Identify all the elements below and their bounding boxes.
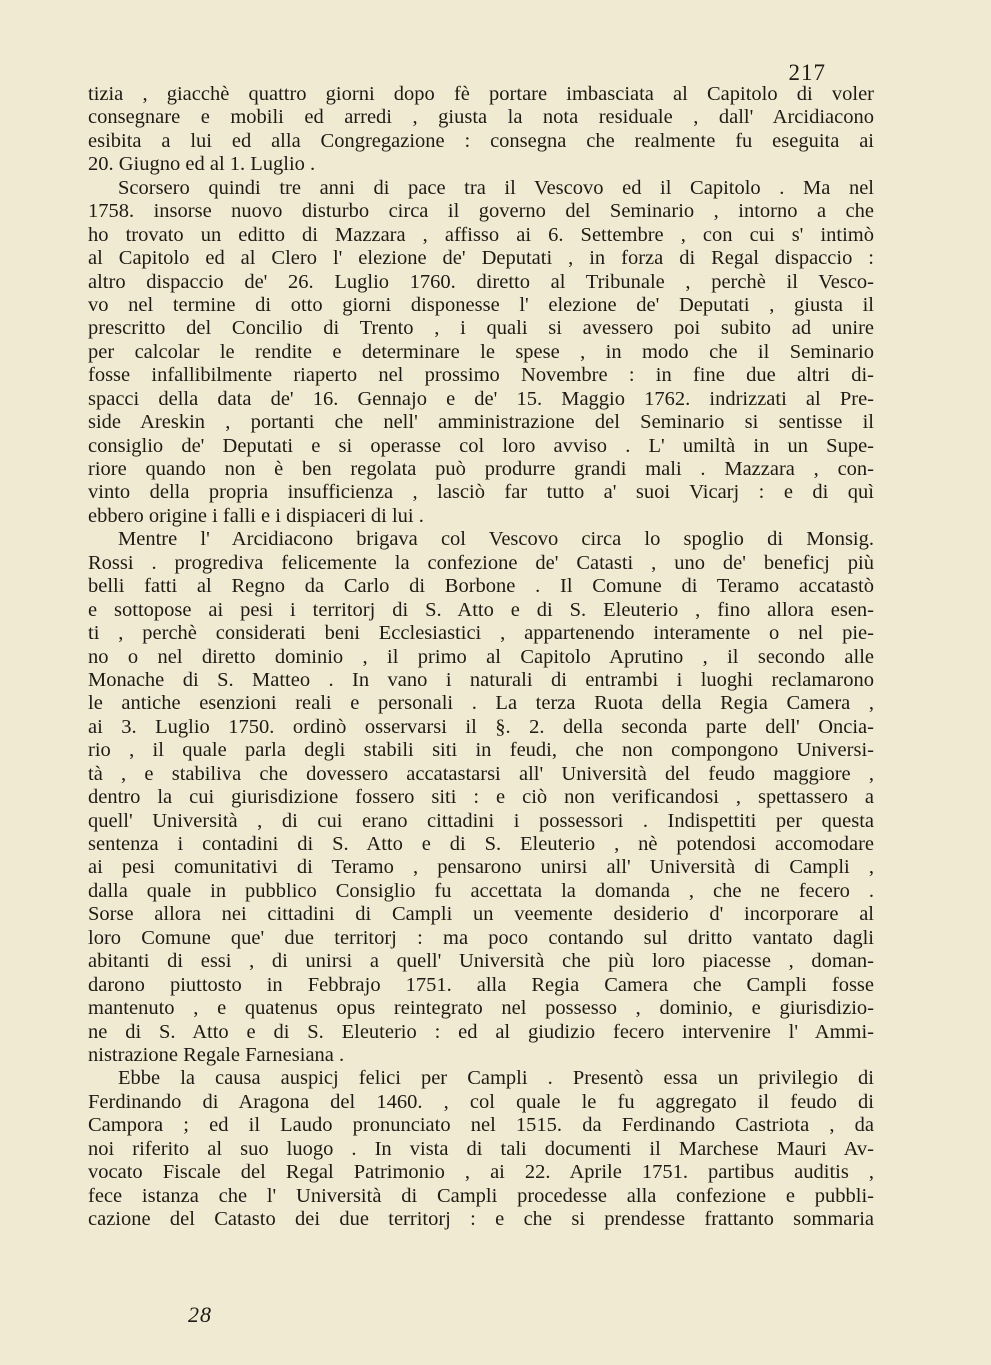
text-line: Ferdinando di Aragona del 1460. , col quale le fu aggregato il feudo di bbox=[88, 1090, 874, 1113]
text-line: belli fatti al Regno da Carlo di Borbone . Il Comune di Teramo accatastò bbox=[88, 575, 874, 598]
text-line: le antiche esenzioni reali e personali . La terza Ruota della Regia Camera , bbox=[88, 692, 874, 715]
text-line: per calcolar le rendite e determinare le spese , in modo che il Seminario bbox=[88, 340, 874, 363]
text-line: consegnare e mobili ed arredi , giusta la nota residuale , dall' Arcidiacono bbox=[88, 106, 874, 129]
text-line: loro Comune que' due territorj : ma poco contando sul dritto vantato dagli bbox=[88, 926, 874, 949]
text-line: side Areskin , portanti che nell' amministrazione del Seminario si sentisse il bbox=[88, 411, 874, 434]
text-line: ti , perchè considerati beni Ecclesiastici , appartenendo interamente o nel pie- bbox=[88, 622, 874, 645]
body-text bbox=[88, 83, 874, 1231]
text-line: nistrazione Regale Farnesiana . bbox=[88, 1043, 345, 1066]
text-line: rio , il quale parla degli stabili siti in feudi, che non compongono Universi- bbox=[88, 739, 874, 762]
text-line: noi riferito al suo luogo . In vista di tali documenti il Marchese Mauri Av- bbox=[88, 1137, 874, 1160]
text-line: dentro la cui giurisdizione fossero siti : e ciò non verificandosi , spettassero a bbox=[88, 786, 874, 809]
text-line: altro dispaccio de' 26. Luglio 1760. diretto al Tribunale , perchè il Vesco- bbox=[88, 270, 874, 293]
text-line: Ebbe la causa auspicj felici per Campli . Presentò essa un privilegio di bbox=[118, 1067, 874, 1090]
text-line: ne di S. Atto e di S. Eleuterio : ed al giudizio fecero intervenire l' Ammi- bbox=[88, 1020, 874, 1043]
text-line: ho trovato un editto di Mazzara , affisso ai 6. Settembre , con cui s' intimò bbox=[88, 223, 874, 246]
text-line: dalla quale in pubblico Consiglio fu accettata la domanda , che ne fecero . bbox=[88, 879, 874, 902]
text-line: prescritto del Concilio di Trento , i quali si avessero poi subito ad unire bbox=[88, 317, 874, 340]
text-line: mantenuto , e quatenus opus reintegrato nel possesso , dominio, e giurisdizio- bbox=[88, 997, 874, 1020]
text-line: consiglio de' Deputati e si operasse col loro avviso . L' umiltà in un Supe- bbox=[88, 434, 874, 457]
text-line: esibita a lui ed alla Congregazione : consegna che realmente fu eseguita ai bbox=[88, 129, 874, 152]
page-number: 217 bbox=[788, 60, 826, 85]
text-line: riore quando non è ben regolata può produrre grandi mali . Mazzara , con- bbox=[88, 458, 874, 480]
text-line: spacci della data de' 16. Gennajo e de' 15. Maggio 1762. indrizzati al Pre- bbox=[88, 387, 874, 410]
book-page bbox=[88, 58, 874, 1348]
text-line: fosse infallibilmente riaperto nel prossimo Novembre : in fine due altri di- bbox=[88, 364, 874, 387]
signature-mark: 28 bbox=[188, 1302, 212, 1327]
text-line: Scorsero quindi tre anni di pace tra il Vescovo ed il Capitolo . Ma nel bbox=[118, 176, 874, 199]
text-line: sentenza i contadini di S. Atto e di S. Eleuterio , nè potendosi accomodare bbox=[88, 833, 874, 855]
text-line: Sorse allora nei cittadini di Campli un veemente desiderio d' incorporare al bbox=[88, 903, 874, 926]
text-line: no o nel diretto dominio , il primo al Capitolo Aprutino , il secondo alle bbox=[88, 645, 874, 668]
text-line: ai 3. Luglio 1750. ordinò osservarsi il §. 2. della seconda parte dell' Oncia- bbox=[88, 715, 874, 738]
text-line: al Capitolo ed al Clero l' elezione de' Deputati , in forza di Regal dispaccio : bbox=[88, 247, 874, 270]
text-line: fece istanza che l' Università di Campli procedesse alla confezione e pubbli- bbox=[88, 1184, 874, 1207]
text-line: cazione del Catasto dei due territorj : e che si prendesse frattanto sommaria bbox=[88, 1208, 874, 1230]
text-line: vo nel termine di otto giorni disponesse l' elezione de' Deputati , giusta il bbox=[88, 293, 874, 316]
text-line: tà , e stabiliva che dovessero accatastarsi all' Università del feudo maggiore , bbox=[88, 762, 874, 785]
text-line: ebbero origine i falli e i dispiaceri di lui . bbox=[88, 504, 424, 527]
text-line: darono piuttosto in Febbrajo 1751. alla Regia Camera che Campli fosse bbox=[88, 973, 874, 996]
text-line: Mentre l' Arcidiacono brigava col Vescovo circa lo spoglio di Monsig. bbox=[118, 528, 874, 551]
text-line: tizia , giacchè quattro giorni dopo fè portare imbasciata al Capitolo di voler bbox=[88, 83, 874, 105]
text-line: Monache di S. Matteo . In vano i naturali di entrambi i luoghi reclamarono bbox=[88, 668, 874, 691]
text-line: abitanti di essi , di unirsi a quell' Università che più loro piacesse , doman- bbox=[88, 950, 874, 973]
text-line: ai pesi comunitativi di Teramo , pensarono unirsi all' Università di Campli , bbox=[88, 856, 874, 879]
text-line: vinto della propria insufficienza , lasciò far tutto a' suoi Vicarj : e di quì bbox=[88, 481, 874, 504]
text-line: vocato Fiscale del Regal Patrimonio , ai 22. Aprile 1751. partibus auditis , bbox=[88, 1161, 874, 1184]
text-line: 20. Giugno ed al 1. Luglio . bbox=[88, 153, 316, 176]
text-line: Campora ; ed il Laudo pronunciato nel 1515. da Ferdinando Castriota , da bbox=[88, 1114, 874, 1137]
text-line: Rossi . progrediva felicemente la confezione de' Catasti , uno de' beneficj più bbox=[88, 551, 874, 574]
text-line: 1758. insorse nuovo disturbo circa il governo del Seminario , intorno a che bbox=[88, 200, 874, 223]
text-line: e sottopose ai pesi i territorj di S. Atto e di S. Eleuterio , fino allora esen- bbox=[88, 598, 874, 621]
text-line: quell' Università , di cui erano cittadini i possessori . Indispettiti per questa bbox=[88, 809, 874, 832]
